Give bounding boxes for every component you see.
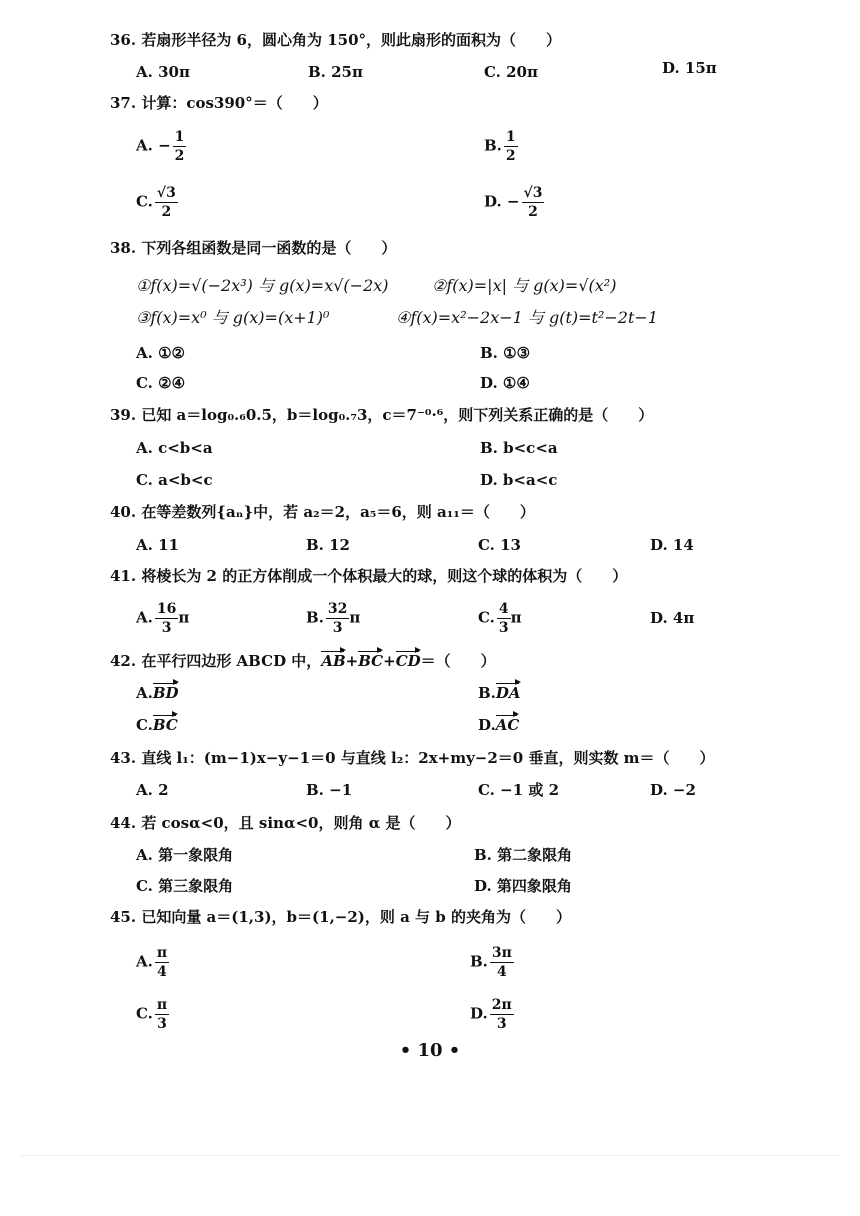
q42-text-post: ＝（ ） bbox=[420, 652, 496, 670]
q39-option-b: B. b<c<a bbox=[480, 439, 558, 457]
q41-option-b-label: B. bbox=[306, 608, 324, 627]
q37-option-c bbox=[136, 184, 178, 221]
q41-option-b-fraction bbox=[326, 600, 349, 637]
q44-option-b: B. 第二象限角 bbox=[474, 846, 573, 864]
q41-b-pi: π bbox=[349, 608, 361, 627]
q45-option-b bbox=[470, 944, 514, 981]
q42-text-pre: 42. 在平行四边形 ABCD 中， bbox=[110, 652, 322, 670]
q41-option-c-label: C. bbox=[478, 608, 495, 627]
question-39: 39. 已知 a＝log₀.₆0.5，b＝log₀.₇3，c＝7⁻⁰·⁶，则下列关系正确的是（ ） bbox=[110, 406, 654, 424]
q41-a-pi: π bbox=[178, 608, 190, 627]
q38-item-1: ①f(x)=√(−2x³) 与 g(x)=x√(−2x) bbox=[136, 276, 389, 295]
q41-c-denominator: 3 bbox=[498, 620, 509, 636]
q41-option-a-fraction bbox=[155, 600, 178, 637]
q38-item-2: ②f(x)=|x| 与 g(x)=√(x²) bbox=[432, 276, 617, 295]
page-bottom-divider bbox=[20, 1155, 840, 1156]
question-42 bbox=[110, 651, 496, 671]
q40-option-b: B. 12 bbox=[306, 536, 350, 554]
q37-c-denominator: 2 bbox=[161, 204, 172, 220]
q45-option-c-fraction bbox=[155, 996, 169, 1033]
q42-option-d-vector: AC bbox=[495, 716, 520, 734]
q43-option-a: A. 2 bbox=[136, 781, 169, 799]
q42-option-d-label: D. bbox=[478, 716, 496, 734]
q39-option-a: A. c<b<a bbox=[136, 439, 213, 457]
q45-a-denominator: 4 bbox=[157, 964, 167, 980]
q37-option-a-fraction bbox=[173, 128, 187, 165]
page-number: • 10 • bbox=[399, 1040, 461, 1061]
q42-vector-cd: CD bbox=[395, 652, 421, 670]
q44-option-c: C. 第三象限角 bbox=[136, 877, 234, 895]
q45-c-denominator: 3 bbox=[157, 1016, 167, 1032]
q40-option-d: D. 14 bbox=[650, 536, 694, 554]
q45-option-d-label: D. bbox=[470, 1004, 488, 1023]
q45-option-c-label: C. bbox=[136, 1004, 153, 1023]
q42-option-d bbox=[478, 715, 519, 735]
q45-d-denominator: 3 bbox=[496, 1016, 507, 1032]
q36-option-a: A. 30π bbox=[136, 63, 190, 81]
q45-option-d-fraction bbox=[490, 996, 514, 1033]
q45-b-numerator: 3π bbox=[491, 945, 512, 961]
q37-option-d-fraction bbox=[522, 184, 545, 221]
q45-option-d bbox=[470, 996, 514, 1033]
q37-option-b-label: B. bbox=[484, 136, 502, 155]
q36-option-b: B. 25π bbox=[308, 63, 363, 81]
q36-option-c: C. 20π bbox=[484, 63, 538, 81]
question-36: 36. 若扇形半径为 6，圆心角为 150°，则此扇形的面积为（ ） bbox=[110, 31, 562, 49]
q37-option-b-fraction bbox=[504, 128, 518, 165]
q37-b-denominator: 2 bbox=[505, 148, 516, 164]
q41-c-pi: π bbox=[510, 608, 522, 627]
q45-b-denominator: 4 bbox=[497, 964, 507, 980]
q42-option-c-label: C. bbox=[136, 716, 153, 734]
q41-a-denominator: 3 bbox=[161, 620, 172, 636]
question-37: 37. 计算：cos390°＝（ ） bbox=[110, 94, 328, 112]
q43-option-d: D. −2 bbox=[650, 781, 696, 799]
q44-option-d: D. 第四象限角 bbox=[474, 877, 572, 895]
q41-b-denominator: 3 bbox=[332, 620, 343, 636]
q36-option-d: D. 15π bbox=[662, 59, 717, 77]
q45-option-a bbox=[136, 944, 169, 981]
q37-option-a bbox=[136, 128, 186, 165]
q44-option-a: A. 第一象限角 bbox=[136, 846, 234, 864]
q40-option-c: C. 13 bbox=[478, 536, 521, 554]
q42-option-a bbox=[136, 683, 179, 703]
q42-option-c bbox=[136, 715, 178, 735]
q37-option-a-label: A. − bbox=[136, 136, 171, 155]
q45-a-numerator: π bbox=[156, 945, 168, 961]
q41-option-c bbox=[478, 600, 522, 637]
q38-option-a: A. ①② bbox=[136, 344, 185, 362]
q39-option-c: C. a<b<c bbox=[136, 471, 213, 489]
q43-option-c: C. −1 或 2 bbox=[478, 781, 560, 799]
q45-option-c bbox=[136, 996, 169, 1033]
q42-vector-ab: AB bbox=[321, 652, 346, 670]
q41-c-numerator: 4 bbox=[498, 601, 509, 617]
q37-b-numerator: 1 bbox=[505, 129, 516, 145]
q38-item-4: ④f(x)=x²−2x−1 与 g(t)=t²−2t−1 bbox=[396, 308, 658, 327]
q37-option-d-label: D. − bbox=[484, 192, 520, 211]
q38-option-b: B. ①③ bbox=[480, 344, 531, 362]
question-45: 45. 已知向量 a＝(1,3)，b＝(1,−2)，则 a 与 b 的夹角为（ ） bbox=[110, 908, 571, 926]
q42-option-a-vector: BD bbox=[152, 684, 179, 702]
q42-option-a-label: A. bbox=[136, 684, 153, 702]
question-38: 38. 下列各组函数是同一函数的是（ ） bbox=[110, 239, 397, 257]
q37-c-numerator: √3 bbox=[156, 185, 176, 201]
q38-option-c: C. ②④ bbox=[136, 374, 186, 392]
q45-option-b-fraction bbox=[490, 944, 514, 981]
q38-item-3: ③f(x)=x⁰ 与 g(x)=(x+1)⁰ bbox=[136, 308, 330, 327]
q37-d-numerator: √3 bbox=[523, 185, 543, 201]
q41-option-a-label: A. bbox=[136, 608, 153, 627]
question-41: 41. 将棱长为 2 的正方体削成一个体积最大的球，则这个球的体积为（ ） bbox=[110, 567, 628, 585]
q37-d-denominator: 2 bbox=[528, 204, 538, 220]
q41-option-c-fraction bbox=[497, 600, 511, 637]
q41-b-numerator: 32 bbox=[327, 601, 348, 617]
q42-option-b-label: B. bbox=[478, 684, 496, 702]
q37-a-denominator: 2 bbox=[174, 148, 185, 164]
q41-option-d: D. 4π bbox=[650, 609, 695, 627]
q42-plus-1: + bbox=[345, 652, 359, 670]
question-44: 44. 若 cosα<0，且 sinα<0，则角 α 是（ ） bbox=[110, 814, 461, 832]
q45-option-b-label: B. bbox=[470, 952, 488, 971]
question-40: 40. 在等差数列{aₙ}中，若 a₂＝2，a₅＝6，则 a₁₁＝（ ） bbox=[110, 503, 535, 521]
q37-a-numerator: 1 bbox=[174, 129, 185, 145]
q41-a-numerator: 16 bbox=[156, 601, 177, 617]
q42-plus-2: + bbox=[383, 652, 396, 670]
q37-option-c-label: C. bbox=[136, 192, 153, 211]
q45-option-a-fraction bbox=[155, 944, 169, 981]
q43-option-b: B. −1 bbox=[306, 781, 353, 799]
q45-d-numerator: 2π bbox=[491, 997, 512, 1013]
question-43: 43. 直线 l₁：(m−1)x−y−1＝0 与直线 l₂：2x+my−2＝0 垂直，则实数 m＝（ ） bbox=[110, 749, 715, 767]
q42-option-b-vector: DA bbox=[495, 684, 521, 702]
q45-c-numerator: π bbox=[156, 997, 168, 1013]
q41-option-b bbox=[306, 600, 360, 637]
q38-option-d: D. ①④ bbox=[480, 374, 530, 392]
q42-vector-bc: BC bbox=[358, 652, 384, 670]
q42-option-b bbox=[478, 683, 521, 703]
q39-option-d: D. b<a<c bbox=[480, 471, 558, 489]
q37-option-c-fraction bbox=[155, 184, 178, 221]
q37-option-d bbox=[484, 184, 544, 221]
q45-option-a-label: A. bbox=[136, 952, 153, 971]
q40-option-a: A. 11 bbox=[136, 536, 179, 554]
q42-option-c-vector: BC bbox=[152, 716, 178, 734]
q37-option-b bbox=[484, 128, 518, 165]
q41-option-a bbox=[136, 600, 189, 637]
